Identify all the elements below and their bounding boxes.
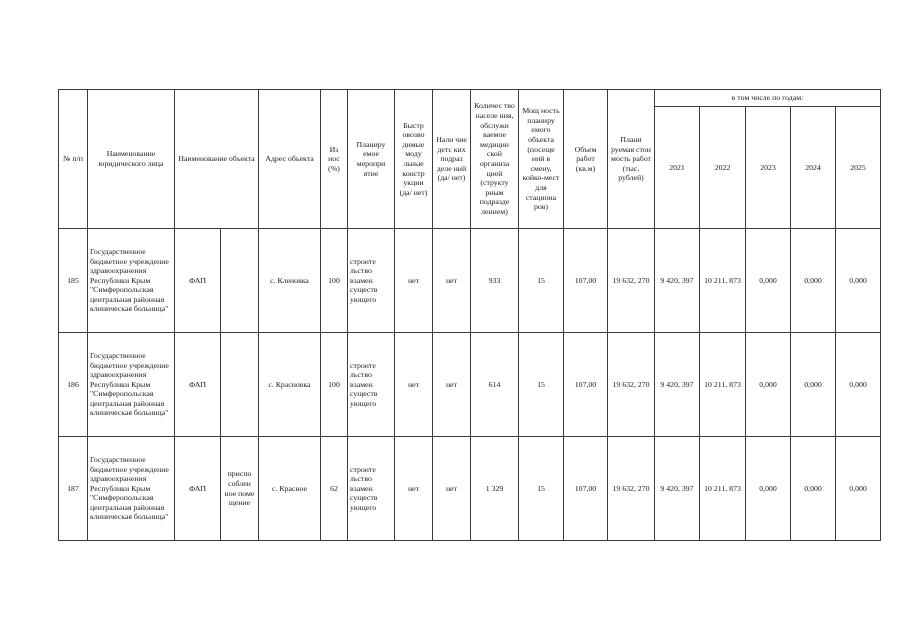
cell-2025: 0,000 (836, 229, 881, 333)
table-row (59, 229, 881, 333)
cell-capacity: 15 (519, 437, 564, 541)
cell-volume: 107,00 (564, 229, 608, 333)
header-volume: Объем работ (кв.м) (564, 90, 608, 229)
cell-2021: 9 420, 397 (655, 437, 700, 541)
header-prefab: Быстр овозво димые моду льные констр укции (да/ нет) (395, 90, 433, 229)
cell-event: строите льство взамен существ ующего (348, 333, 395, 437)
cell-2022: 10 211, 873 (700, 437, 746, 541)
cell-2024: 0,000 (791, 333, 836, 437)
header-legal-entity: Наименование юридического лица (88, 90, 175, 229)
header-address: Адрес объекта (259, 90, 321, 229)
cell-2025: 0,000 (836, 437, 881, 541)
header-population: Количес тво населе ния, обслужи ваемое медицин ской организа цией (структу рным подразде лением) (471, 90, 519, 229)
cell-object-type: ФАП (175, 333, 221, 437)
cell-2023: 0,000 (746, 229, 791, 333)
cell-num: 187 (59, 437, 88, 541)
cell-capacity: 15 (519, 229, 564, 333)
cell-capacity: 15 (519, 333, 564, 437)
header-year-2021: 2021 (655, 107, 700, 229)
header-year-2022: 2022 (700, 107, 746, 229)
cell-volume: 107,00 (564, 437, 608, 541)
cell-population: 933 (471, 229, 519, 333)
header-wear: Из нос (%) (321, 90, 348, 229)
cell-address: с. Красновка (259, 333, 321, 437)
cell-cost: 19 632, 270 (608, 333, 655, 437)
cell-wear: 100 (321, 333, 348, 437)
header-capacity: Мощ ность планиру емого объекта (посеще ний в смену, койко-мест для стациона ров) (519, 90, 564, 229)
cell-wear: 62 (321, 437, 348, 541)
cell-2022: 10 211, 873 (700, 229, 746, 333)
table-row (59, 333, 881, 437)
cell-volume: 107,00 (564, 333, 608, 437)
header-num: № п/п (59, 90, 88, 229)
cell-wear: 100 (321, 229, 348, 333)
cell-object-sub (221, 229, 259, 333)
cell-prefab: нет (395, 437, 433, 541)
cell-object-sub (221, 333, 259, 437)
cell-event: строите льство взамен существ ующего (348, 437, 395, 541)
header-year-2023: 2023 (746, 107, 791, 229)
cell-2023: 0,000 (746, 437, 791, 541)
cell-child-unit: нет (433, 229, 471, 333)
cell-cost: 19 632, 270 (608, 229, 655, 333)
cell-2023: 0,000 (746, 333, 791, 437)
cell-prefab: нет (395, 229, 433, 333)
header-year-2025: 2025 (836, 107, 881, 229)
cell-2024: 0,000 (791, 437, 836, 541)
cell-object-sub: приспо соблен ное поме щение (221, 437, 259, 541)
cell-2024: 0,000 (791, 229, 836, 333)
cell-num: 185 (59, 229, 88, 333)
table-row (59, 437, 881, 541)
cell-object-type: ФАП (175, 437, 221, 541)
facility-table (58, 89, 881, 541)
cell-child-unit: нет (433, 437, 471, 541)
cell-child-unit: нет (433, 333, 471, 437)
cell-legal-entity: Государственное бюджетное учреждение здравоохранения Республики Крым "Симферопольская центральная районная клиническая больница" (88, 229, 175, 333)
cell-2021: 9 420, 397 (655, 229, 700, 333)
cell-2021: 9 420, 397 (655, 333, 700, 437)
header-planned-cost: Плани руемая стои мость работ (тыс. рублей) (608, 90, 655, 229)
header-child-unit: Нали чие детс ких подраз деле ний (да/ нет) (433, 90, 471, 229)
header-planned-event: Планиру емое меропри ятие (348, 90, 395, 229)
cell-event: строите льство взамен существ ующего (348, 229, 395, 333)
cell-cost: 19 632, 270 (608, 437, 655, 541)
cell-2022: 10 211, 873 (700, 333, 746, 437)
cell-2025: 0,000 (836, 333, 881, 437)
cell-address: с. Кленовка (259, 229, 321, 333)
header-year-2024: 2024 (791, 107, 836, 229)
cell-legal-entity: Государственное бюджетное учреждение здравоохранения Республики Крым "Симферопольская центральная районная клиническая больница" (88, 437, 175, 541)
header-object-name: Наименование объекта (175, 90, 259, 229)
header-row-top (59, 90, 881, 107)
cell-address: с. Красное (259, 437, 321, 541)
cell-prefab: нет (395, 333, 433, 437)
cell-num: 186 (59, 333, 88, 437)
cell-object-type: ФАП (175, 229, 221, 333)
cell-legal-entity: Государственное бюджетное учреждение здравоохранения Республики Крым "Симферопольская центральная районная клиническая больница" (88, 333, 175, 437)
cell-population: 614 (471, 333, 519, 437)
cell-population: 1 329 (471, 437, 519, 541)
header-years-group: в том числе по годам: (655, 90, 881, 107)
